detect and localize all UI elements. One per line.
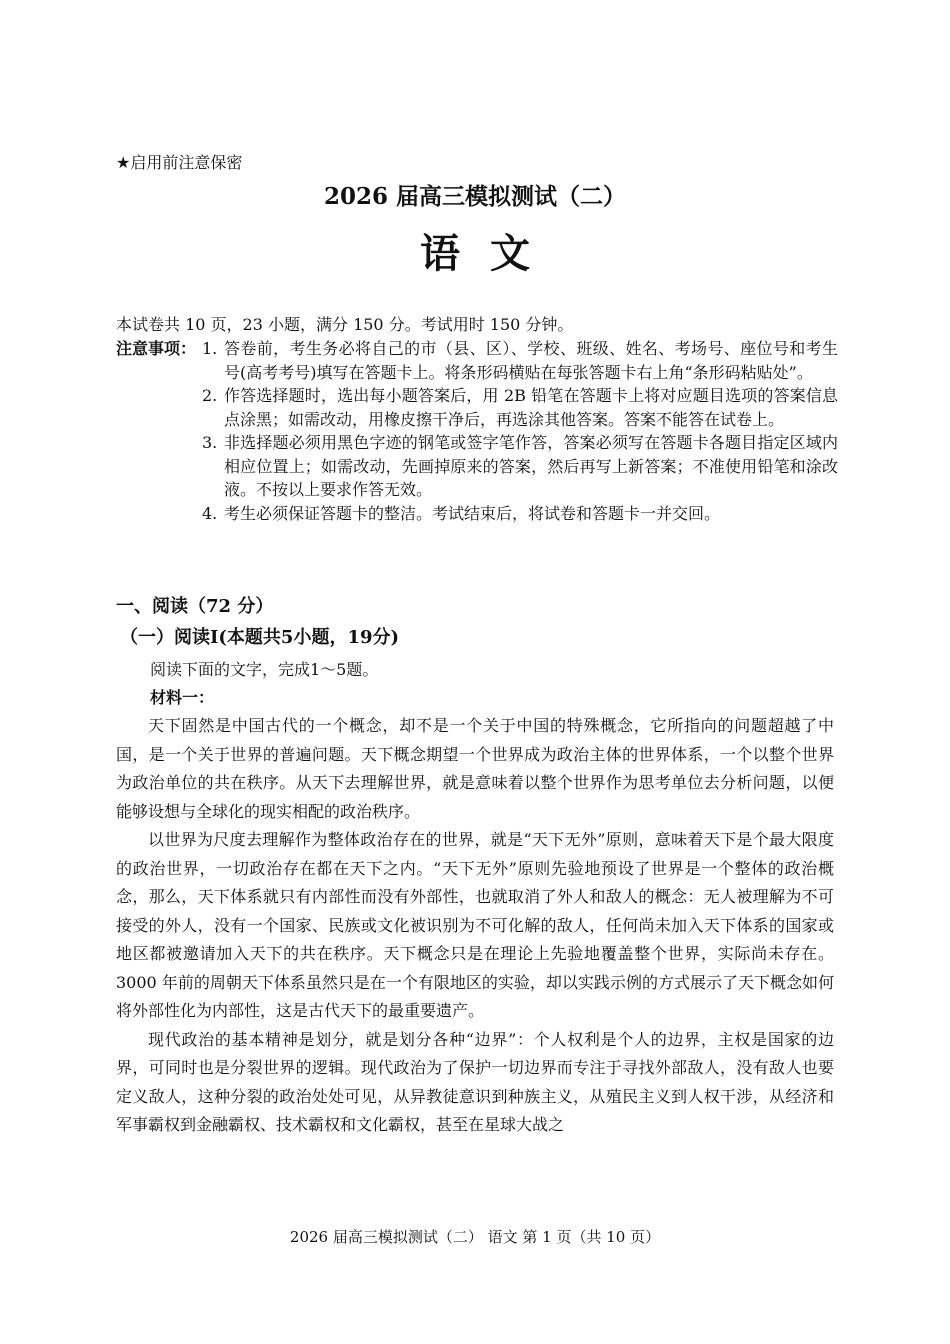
notice-item-number: 2. — [202, 386, 218, 405]
notice-item-text: 考生必须保证答题卡的整洁。考试结束后，将试卷和答题卡一并交回。 — [224, 503, 721, 523]
notice-item-text: 答卷前，考生务必将自己的市（县、区）、学校、班级、姓名、考场号、座位号和考生号(高考考号)填写在答题卡上。将条形码横贴在每张答题卡右上角“条形码粘贴处”。 — [224, 339, 838, 382]
notice-item — [202, 502, 838, 526]
passage-paragraph: 天下固然是中国古代的一个概念，却不是一个关于中国的特殊概念，它所指向的问题超越了中国，是一个关于世界的普遍问题。天下概念期望一个世界成为政治主体的世界体系，一个以整个世界为政治单位的共在秩序。从天下去理解世界，就是意味着以整个世界作为思考单位去分析问题，以便能够设想与全球化的现实相配的政治秩序。 — [116, 716, 834, 821]
notice-item — [202, 384, 838, 431]
notice-item-number: 4. — [202, 503, 218, 523]
reading-instruction: 阅读下面的文字，完成1～5题。 — [150, 660, 379, 679]
exam-intro: 本试卷共 10 页，23 小题，满分 150 分。考试用时 150 分钟。 — [116, 315, 574, 334]
page-footer: 2026 届高三模拟测试（二） 语文 第 1 页（共 10 页） — [289, 1228, 661, 1246]
material-label: 材料一： — [150, 688, 215, 707]
notice-item-number: 3. — [202, 433, 218, 452]
subject-title: 语文 — [420, 230, 560, 277]
notice-list — [202, 337, 838, 525]
notice-item — [202, 431, 838, 502]
passage-paragraph: 以世界为尺度去理解作为整体政治存在的世界，就是“天下无外”原则，意味着天下是个最大限度的政治世界，一切政治存在都在天下之内。“天下无外”原则先验地预设了世界是一个整体的政治概念，那么，天下体系就只有内部性而没有外部性，也就取消了外人和敌人的概念：无人被理解为不可接受的外人，没有一个国家、民族或文化被识别为不可化解的敌人，任何尚未加入天下体系的国家或地区都被邀请加入天下的共在秩序。天下概念只是在理论上先验地覆盖整个世界，实际尚未存在。3000 年前的周朝天下体系虽然只是在一个有限地区的实验，却以实践示例的方式展示了天下概念如何将外部性化为内部性，这是古代天下的最重要遗产。 — [116, 830, 834, 1020]
section-title: 一、阅读（72 分） — [116, 596, 274, 617]
notice-item — [202, 337, 838, 384]
confidential-notice: ★启用前注意保密 — [116, 153, 243, 172]
exam-title: 2026 届高三模拟测试（二） — [323, 183, 627, 210]
notice-item-text: 非选择题必须用黑色字迹的钢笔或签字笔作答，答案必须写在答题卡各题目指定区域内相应位置上；如需改动，先画掉原来的答案，然后再写上新答案；不准使用铅笔和涂改液。不按以上要求作答无效。 — [224, 433, 838, 499]
notice-item-number: 1. — [202, 339, 218, 358]
notice-heading: 注意事项： — [116, 339, 197, 358]
reading-passage — [116, 712, 834, 1140]
part-title: （一）阅读Ⅰ(本题共5小题，19分) — [120, 627, 400, 648]
passage-paragraph: 现代政治的基本精神是划分，就是划分各种“边界”：个人权利是个人的边界，主权是国家的边界，可同时也是分裂世界的逻辑。现代政治为了保护一切边界而专注于寻找外部敌人，没有敌人也要定义敌人，这种分裂的政治处处可见，从异教徒意识到种族主义，从殖民主义到人权干涉，从经济和军事霸权到金融霸权、技术霸权和文化霸权，甚至在星球大战之 — [116, 1029, 834, 1134]
notice-item-text: 作答选择题时，选出每小题答案后，用 2B 铅笔在答题卡上将对应题目选项的答案信息点涂黑；如需改动，用橡皮擦干净后，再选涂其他答案。答案不能答在试卷上。 — [224, 386, 838, 429]
